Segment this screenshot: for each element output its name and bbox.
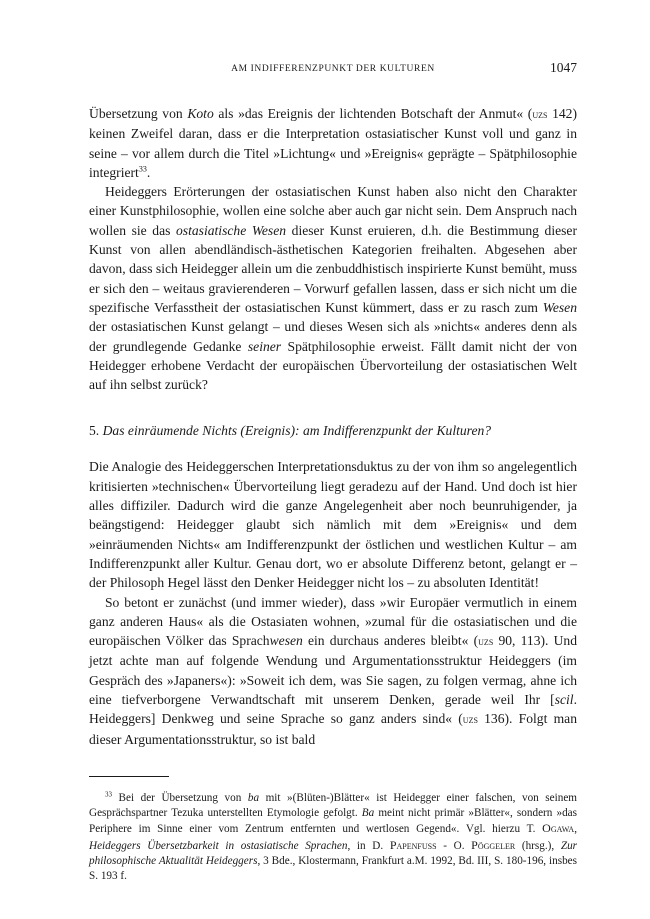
paragraph-2: Heideggers Erörterungen der ostasiatischen Kunst haben also nicht den Charakter einer Kunstphilosophie, wollen eine solche aber auch gar nicht sein. Dem Anspruch nach wollen sie das ostasiatische Wesen dieser Kunst eruieren, d.h. die Bestimmung dieser Kunst von allen abendländisch-ästhetischen Kategorien freihalten. Abgesehen aber davon, dass sich Heidegger allein um die zenbuddhistisch inspirierte Kunst bemüht, muss er sich den – weitaus gravierenderen – Vorwurf gefallen lassen, dass er sich nicht um die spezifische Verfasstheit der ostasiatischen Kunst kümmert, dass er zu rasch zum Wesen der ostasiatischen Kunst gelangt – und dieses Wesen sich als »nichts« anderes denn als der grundlegende Gedanke seiner Spätphilosophie erweist. Fällt damit nicht der von Heidegger erhobene Verdacht der europäischen Übervorteilung der ostasiatischen Welt auf ihn selbst zurück? xyxy=(89,184,578,393)
book-page xyxy=(89,58,577,884)
page-header xyxy=(89,58,577,78)
paragraph-1: Übersetzung von Koto als »das Ereignis der lichtenden Botschaft der Anmut« (uzs 142) keinen Zweifel daran, dass er die Interpretation ostasiatischer Kunst voll und ganz in seine – vor allem durch die Titel »Lichtung« und »Ereignis« geprägte – Spätphilosophie integriert$^{33}$. xyxy=(89,106,577,180)
footnote-divider xyxy=(89,776,169,777)
section-heading: 5. Das einräumende Nichts (Ereignis): am Indifferenzpunkt der Kulturen? xyxy=(89,423,492,439)
page-number: 1047 xyxy=(550,60,577,75)
footnote-ref-33: 33 xyxy=(138,164,147,174)
running-head: AM INDIFFERENZPUNKT DER KULTUREN xyxy=(231,64,435,74)
footnote-33: $^{33}$ Bei der Übersetzung von ba mit »(Blüten-)Blätter« ist Heidegger einer falschen, von seinem Gesprächspartner Tezuka unterstellten Etymologie gefolgt. Ba meint nicht primär »Blätter«, sondern »das Periphere im Sinne einer vom Zentrum entfernten und wertlosen Gegend«. Vgl. hierzu T. Ogawa, Heideggers Übersetzbarkeit in ostasiatische Sprachen, in D. Papenfuss - O. Pöggeler (hrsg.), Zur philosophische Aktualität Heideggers, 3 Bde., Klostermann, Frankfurt a.M. 1992, Bd. III, S. 180-196, insbes S. 193 f. xyxy=(89,790,578,882)
paragraph-4: So betont er zunächst (und immer wieder), dass »wir Europäer vermutlich in einem ganz anderen Haus« als die Ostasiaten wohnen, »zumal für die ostasiatischen und die europäischen Völker das Sprachwesen ein durchaus anderes bleibt« (uzs 90, 113). Und jetzt achte man auf folgende Wendung und Argumentationsstruktur Heideggers (im Gespräch des »Japaners«): »Soweit ich dem, was Sie sagen, zu folgen vermag, ahne ich eine tiefverborgene Verwandtschaft mit unserem Denken, gerade weil Ihr [scil. Heideggers] Denkweg und seine Sprache so ganz anders sind« (uzs 136). Folgt man dieser Argumentationsstruktur, so ist bald xyxy=(89,594,578,747)
paragraph-3: Die Analogie des Heideggerschen Interpretationsduktus zu der von ihm so angelegentlich kritisierten »technischen« Übervorteilung liegt geradezu auf der Hand. Und doch ist hier alles diffiziler. Dadurch wird die ganze Angelegenheit aber noch beunruhigender, ja beängstigend: Heidegger glaubt sich nämlich mit dem »Ereignis« und dem »einräumenden Nichts« am Indifferenzpunkt der östlichen und westlichen Kultur – am Indifferenzpunkt aller Kultur. Genau dort, wo er absolute Differenz betont, gelangt er – der Philosoph Hegel lässt den Denker Heidegger nicht los – zu absoluten Identität! xyxy=(89,459,577,591)
